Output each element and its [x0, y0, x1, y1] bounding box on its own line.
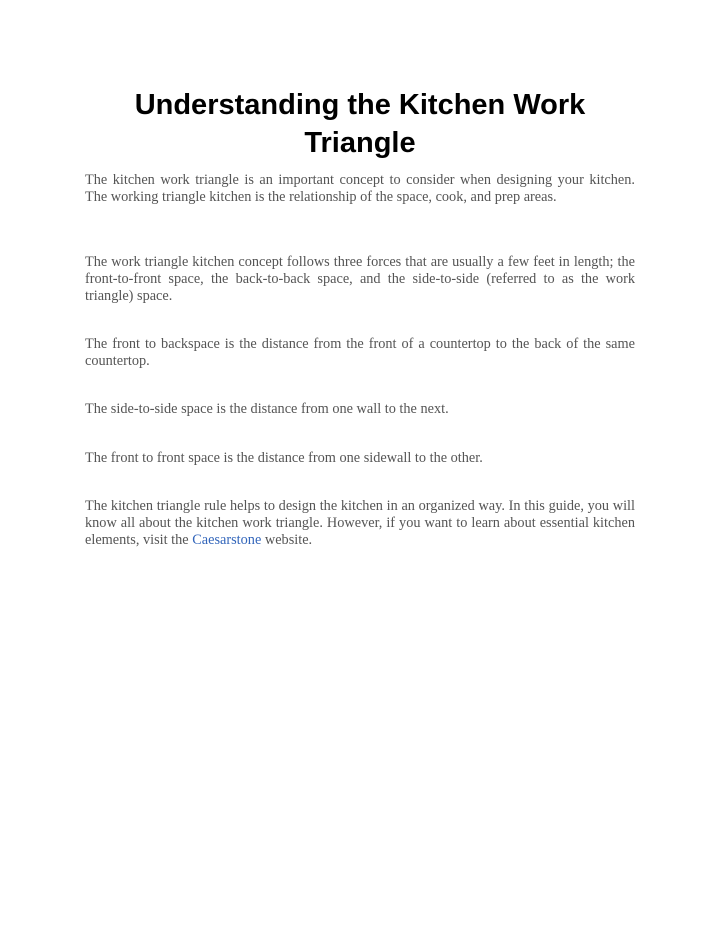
caesarstone-link[interactable]: Caesarstone	[192, 532, 262, 548]
paragraph-intro: The kitchen work triangle is an important concept to consider when designing your kitchen. The working triangle kitchen is the relationship of the space, cook, and prep areas.	[85, 172, 635, 205]
paragraph-side-to-side: The side-to-side space is the distance from one wall to the next.	[85, 401, 449, 417]
closing-text-after-link: website.	[261, 532, 313, 548]
paragraph-closing	[85, 498, 635, 549]
closing-text-before-link: The kitchen triangle rule helps to design the kitchen in an organized way. In this guide, you will know all about the kitchen work triangle. However, if you want to learn about essential kitchen elements, visit the	[85, 498, 635, 548]
paragraph-front-to-back: The front to backspace is the distance from the front of a countertop to the back of the same countertop.	[85, 336, 635, 369]
page-title: Understanding the Kitchen Work Triangle	[134, 89, 586, 159]
paragraph-front-to-front: The front to front space is the distance from one sidewall to the other.	[85, 450, 483, 466]
paragraph-concept: The work triangle kitchen concept follows three forces that are usually a few feet in length; the front-to-front space, the back-to-back space, and the side-to-side (referred to as the work triangle) space.	[85, 254, 635, 304]
